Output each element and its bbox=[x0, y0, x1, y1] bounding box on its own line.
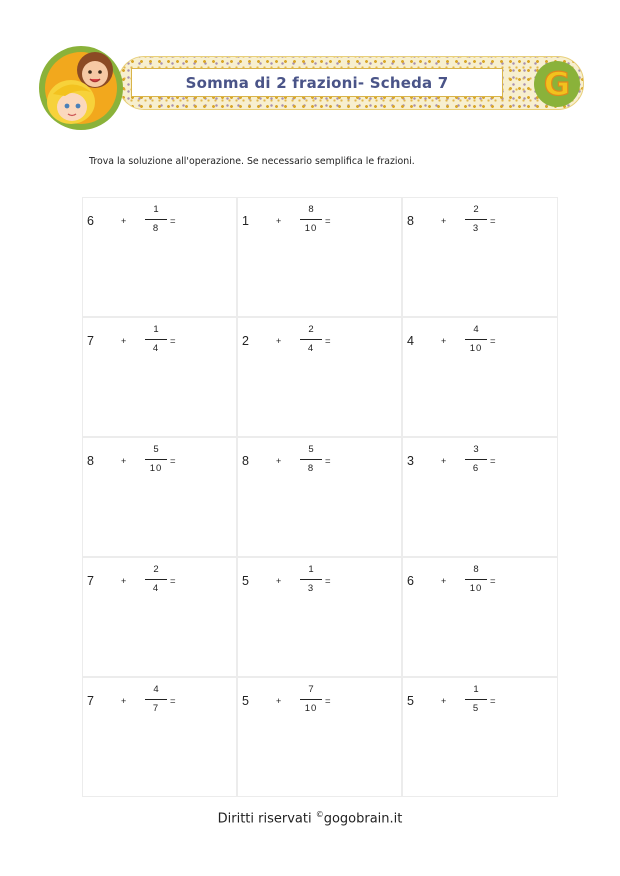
fraction-bar bbox=[300, 579, 322, 580]
footer-site: gogobrain.it bbox=[323, 811, 403, 827]
equals-sign: = bbox=[490, 456, 496, 467]
exercise-expression bbox=[407, 564, 547, 604]
exercise-expression bbox=[87, 204, 227, 244]
fraction-bar bbox=[145, 459, 167, 460]
denominator: 10 bbox=[469, 583, 483, 594]
exercise-expression bbox=[87, 684, 227, 724]
numerator: 8 bbox=[473, 564, 479, 575]
equals-sign: = bbox=[170, 216, 176, 227]
fraction bbox=[145, 684, 167, 715]
whole-number: 8 bbox=[407, 214, 414, 228]
exercise-expression bbox=[407, 444, 547, 484]
fraction bbox=[465, 564, 487, 595]
exercise-expression bbox=[87, 324, 227, 364]
exercise-cell[interactable] bbox=[237, 197, 402, 317]
plus-sign: + bbox=[441, 216, 447, 226]
whole-number: 4 bbox=[407, 334, 414, 348]
numerator: 8 bbox=[308, 204, 314, 215]
exercise-expression bbox=[242, 444, 382, 484]
plus-sign: + bbox=[276, 456, 282, 466]
numerator: 7 bbox=[308, 684, 314, 695]
whole-number: 2 bbox=[242, 334, 249, 348]
denominator: 8 bbox=[152, 223, 160, 234]
numerator: 1 bbox=[308, 564, 314, 575]
exercise-expression bbox=[242, 324, 382, 364]
fraction bbox=[300, 444, 322, 475]
whole-number: 8 bbox=[87, 454, 94, 468]
fraction-bar bbox=[145, 699, 167, 700]
fraction-bar bbox=[465, 339, 487, 340]
exercise-cell[interactable] bbox=[402, 317, 558, 437]
fraction-bar bbox=[465, 579, 487, 580]
numerator: 2 bbox=[308, 324, 314, 335]
denominator: 10 bbox=[469, 343, 483, 354]
fraction-bar bbox=[465, 219, 487, 220]
plus-sign: + bbox=[121, 456, 127, 466]
exercise-cell[interactable] bbox=[237, 317, 402, 437]
exercise-expression bbox=[242, 684, 382, 724]
exercise-cell[interactable] bbox=[402, 677, 558, 797]
fraction bbox=[145, 204, 167, 235]
fraction bbox=[465, 324, 487, 355]
kids-illustration-icon bbox=[37, 44, 125, 132]
equals-sign: = bbox=[325, 216, 331, 227]
plus-sign: + bbox=[441, 336, 447, 346]
fraction bbox=[300, 564, 322, 595]
equals-sign: = bbox=[490, 576, 496, 587]
denominator: 4 bbox=[152, 343, 160, 354]
fraction-bar bbox=[145, 339, 167, 340]
fraction-bar bbox=[300, 219, 322, 220]
page-title: Somma di 2 frazioni- Scheda 7 bbox=[185, 73, 449, 92]
plus-sign: + bbox=[276, 576, 282, 586]
denominator: 10 bbox=[304, 223, 318, 234]
exercise-expression bbox=[242, 204, 382, 244]
exercise-expression bbox=[87, 444, 227, 484]
exercise-expression bbox=[242, 564, 382, 604]
exercise-grid bbox=[82, 197, 558, 797]
denominator: 7 bbox=[152, 703, 160, 714]
fraction-bar bbox=[145, 579, 167, 580]
plus-sign: + bbox=[121, 576, 127, 586]
numerator: 2 bbox=[473, 204, 479, 215]
equals-sign: = bbox=[490, 216, 496, 227]
denominator: 3 bbox=[472, 223, 480, 234]
equals-sign: = bbox=[170, 336, 176, 347]
exercise-cell[interactable] bbox=[82, 317, 237, 437]
footer bbox=[0, 810, 620, 826]
exercise-expression bbox=[407, 204, 547, 244]
numerator: 1 bbox=[473, 684, 479, 695]
whole-number: 6 bbox=[87, 214, 94, 228]
fraction bbox=[300, 204, 322, 235]
fraction-bar bbox=[465, 459, 487, 460]
fraction-bar bbox=[300, 339, 322, 340]
plus-sign: + bbox=[276, 216, 282, 226]
exercise-cell[interactable] bbox=[82, 677, 237, 797]
denominator: 10 bbox=[304, 703, 318, 714]
whole-number: 3 bbox=[407, 454, 414, 468]
numerator: 5 bbox=[153, 444, 159, 455]
equals-sign: = bbox=[490, 696, 496, 707]
equals-sign: = bbox=[325, 336, 331, 347]
footer-text: Diritti riservati bbox=[217, 811, 316, 827]
exercise-cell[interactable] bbox=[402, 197, 558, 317]
exercise-cell[interactable] bbox=[82, 437, 237, 557]
whole-number: 8 bbox=[242, 454, 249, 468]
exercise-expression bbox=[407, 684, 547, 724]
exercise-cell[interactable] bbox=[237, 677, 402, 797]
exercise-cell[interactable] bbox=[82, 197, 237, 317]
fraction bbox=[465, 204, 487, 235]
exercise-cell[interactable] bbox=[402, 437, 558, 557]
denominator: 10 bbox=[149, 463, 163, 474]
equals-sign: = bbox=[325, 456, 331, 467]
fraction bbox=[145, 564, 167, 595]
numerator: 3 bbox=[473, 444, 479, 455]
denominator: 4 bbox=[307, 343, 315, 354]
numerator: 2 bbox=[153, 564, 159, 575]
whole-number: 1 bbox=[242, 214, 249, 228]
fraction bbox=[465, 684, 487, 715]
exercise-cell[interactable] bbox=[237, 437, 402, 557]
copyright-symbol: © bbox=[315, 810, 324, 819]
numerator: 1 bbox=[153, 204, 159, 215]
numerator: 1 bbox=[153, 324, 159, 335]
numerator: 4 bbox=[473, 324, 479, 335]
whole-number: 7 bbox=[87, 334, 94, 348]
whole-number: 5 bbox=[407, 694, 414, 708]
plus-sign: + bbox=[441, 696, 447, 706]
fraction-bar bbox=[300, 699, 322, 700]
fraction-bar bbox=[300, 459, 322, 460]
fraction-bar bbox=[465, 699, 487, 700]
equals-sign: = bbox=[325, 696, 331, 707]
exercise-expression bbox=[407, 324, 547, 364]
plus-sign: + bbox=[276, 696, 282, 706]
whole-number: 6 bbox=[407, 574, 414, 588]
equals-sign: = bbox=[170, 456, 176, 467]
whole-number: 5 bbox=[242, 694, 249, 708]
denominator: 8 bbox=[307, 463, 315, 474]
exercise-cell[interactable] bbox=[402, 557, 558, 677]
title-box bbox=[131, 68, 503, 97]
fraction bbox=[145, 324, 167, 355]
instruction-text: Trova la soluzione all'operazione. Se necessario semplifica le frazioni. bbox=[89, 156, 415, 167]
gogobrain-logo-icon bbox=[533, 60, 581, 108]
exercise-cell[interactable] bbox=[237, 557, 402, 677]
fraction bbox=[300, 684, 322, 715]
denominator: 4 bbox=[152, 583, 160, 594]
whole-number: 5 bbox=[242, 574, 249, 588]
denominator: 5 bbox=[472, 703, 480, 714]
equals-sign: = bbox=[325, 576, 331, 587]
fraction bbox=[300, 324, 322, 355]
equals-sign: = bbox=[490, 336, 496, 347]
numerator: 4 bbox=[153, 684, 159, 695]
whole-number: 7 bbox=[87, 574, 94, 588]
numerator: 5 bbox=[308, 444, 314, 455]
denominator: 3 bbox=[307, 583, 315, 594]
exercise-cell[interactable] bbox=[82, 557, 237, 677]
plus-sign: + bbox=[121, 696, 127, 706]
whole-number: 7 bbox=[87, 694, 94, 708]
denominator: 6 bbox=[472, 463, 480, 474]
equals-sign: = bbox=[170, 696, 176, 707]
plus-sign: + bbox=[441, 576, 447, 586]
plus-sign: + bbox=[441, 456, 447, 466]
plus-sign: + bbox=[276, 336, 282, 346]
plus-sign: + bbox=[121, 216, 127, 226]
equals-sign: = bbox=[170, 576, 176, 587]
fraction-bar bbox=[145, 219, 167, 220]
exercise-expression bbox=[87, 564, 227, 604]
plus-sign: + bbox=[121, 336, 127, 346]
logo-letter: G bbox=[543, 65, 571, 103]
fraction bbox=[145, 444, 167, 475]
fraction bbox=[465, 444, 487, 475]
